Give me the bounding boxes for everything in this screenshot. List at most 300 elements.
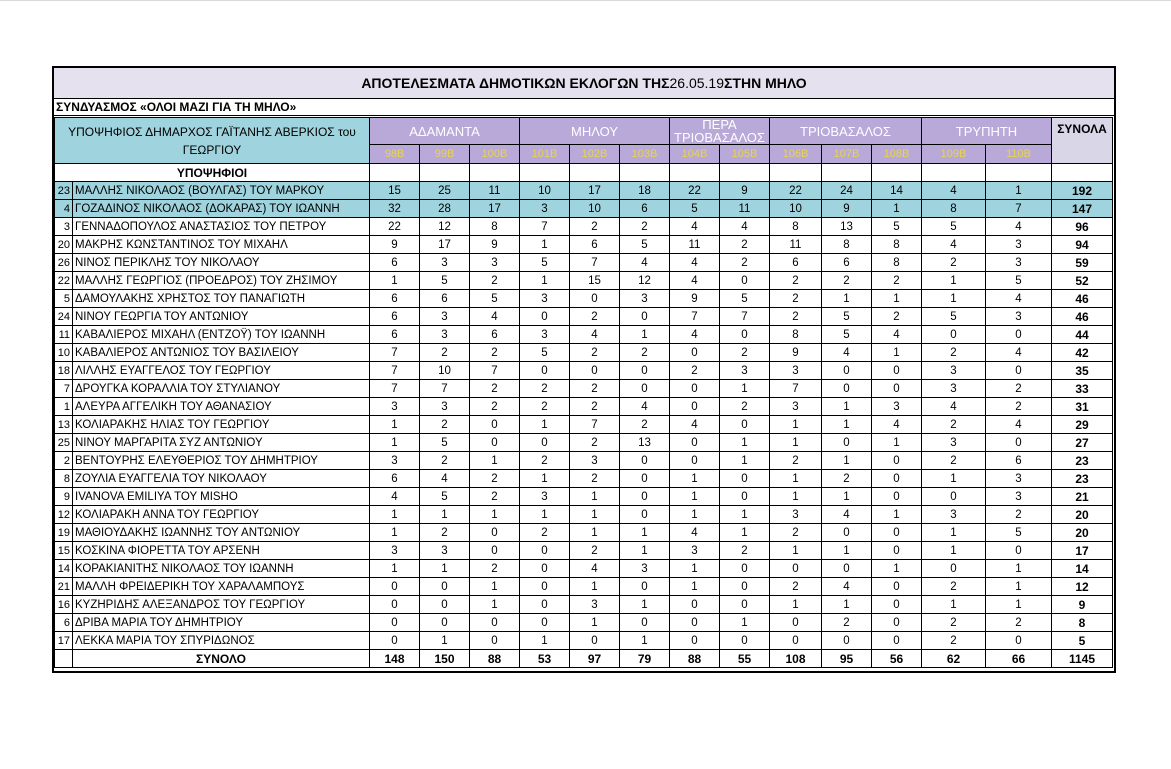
table-row xyxy=(55,236,1113,254)
vote-count: 1 xyxy=(520,470,570,488)
vote-count: 1 xyxy=(570,488,620,506)
vote-count: 0 xyxy=(872,614,922,632)
vote-count: 5 xyxy=(872,218,922,236)
grand-total: 1145 xyxy=(1052,650,1113,668)
empty-cell xyxy=(822,164,872,182)
vote-count: 6 xyxy=(370,290,420,308)
vote-count: 2 xyxy=(470,344,520,362)
station-header: 110Β xyxy=(986,145,1052,164)
vote-count: 2 xyxy=(420,344,470,362)
vote-count: 2 xyxy=(822,272,872,290)
table-row xyxy=(55,488,1113,506)
vote-count: 0 xyxy=(720,560,770,578)
vote-count: 3 xyxy=(620,560,670,578)
table-row xyxy=(55,182,1113,200)
vote-count: 6 xyxy=(620,200,670,218)
candidate-name: ΜΑΛΛΗΣ ΝΙΚΟΛΑΟΣ (ΒΟΥΛΓΑΣ) ΤΟΥ ΜΑΡΚΟΥ xyxy=(73,182,370,200)
vote-count: 8 xyxy=(770,218,822,236)
vote-count: 1 xyxy=(520,506,570,524)
candidate-name: ΚΟΛΙΑΡΑΚΗ ΑΝΝΑ ΤΟΥ ΓΕΩΡΓΙΟΥ xyxy=(73,506,370,524)
vote-count: 0 xyxy=(370,596,420,614)
vote-count: 4 xyxy=(872,326,922,344)
station-total: 79 xyxy=(620,650,670,668)
vote-count: 0 xyxy=(720,578,770,596)
candidate-name: ΚΑΒΑΛΙΕΡΟΣ ΑΝΤΩΝΙΟΣ ΤΟΥ ΒΑΣΙΛΕΙΟΥ xyxy=(73,344,370,362)
table-row xyxy=(55,308,1113,326)
vote-count: 0 xyxy=(720,596,770,614)
region-header-trypiti: ΤΡΥΠΗΤΗ xyxy=(922,118,1052,145)
totals-row-label: ΣΥΝΟΛΟ xyxy=(73,650,370,668)
vote-count: 2 xyxy=(520,380,570,398)
vote-count: 4 xyxy=(620,254,670,272)
vote-count: 0 xyxy=(720,470,770,488)
vote-count: 1 xyxy=(720,506,770,524)
empty-cell xyxy=(470,164,520,182)
vote-count: 0 xyxy=(620,380,670,398)
vote-count: 1 xyxy=(420,632,470,650)
vote-count: 3 xyxy=(370,452,420,470)
vote-count: 2 xyxy=(986,398,1052,416)
vote-count: 2 xyxy=(922,254,986,272)
results-sheet xyxy=(52,66,1116,673)
vote-count: 1 xyxy=(872,200,922,218)
vote-count: 0 xyxy=(720,488,770,506)
vote-count: 2 xyxy=(470,398,520,416)
vote-count: 10 xyxy=(420,362,470,380)
vote-count: 0 xyxy=(620,362,670,380)
vote-count: 2 xyxy=(720,236,770,254)
candidate-number: 23 xyxy=(55,182,73,200)
vote-count: 2 xyxy=(620,344,670,362)
station-header: 105Β xyxy=(720,145,770,164)
candidate-total: 20 xyxy=(1052,524,1113,542)
vote-count: 3 xyxy=(720,362,770,380)
candidate-number: 20 xyxy=(55,236,73,254)
vote-count: 5 xyxy=(720,290,770,308)
candidate-number: 2 xyxy=(55,452,73,470)
vote-count: 7 xyxy=(570,416,620,434)
table-row xyxy=(55,254,1113,272)
vote-count: 13 xyxy=(620,434,670,452)
vote-count: 1 xyxy=(872,560,922,578)
station-total: 56 xyxy=(872,650,922,668)
station-total: 66 xyxy=(986,650,1052,668)
candidate-number: 5 xyxy=(55,290,73,308)
vote-count: 4 xyxy=(420,470,470,488)
vote-count: 18 xyxy=(620,182,670,200)
vote-count: 1 xyxy=(370,506,420,524)
table-row xyxy=(55,524,1113,542)
vote-count: 1 xyxy=(670,560,720,578)
vote-count: 0 xyxy=(620,470,670,488)
vote-count: 4 xyxy=(922,398,986,416)
vote-count: 13 xyxy=(822,218,872,236)
vote-count: 3 xyxy=(670,542,720,560)
title-date: 26.05.19 xyxy=(669,75,724,91)
vote-count: 1 xyxy=(872,434,922,452)
candidate-total: 8 xyxy=(1052,614,1113,632)
vote-count: 5 xyxy=(420,434,470,452)
vote-count: 4 xyxy=(670,218,720,236)
vote-count: 1 xyxy=(770,542,822,560)
station-header: 101Β xyxy=(520,145,570,164)
table-row xyxy=(55,452,1113,470)
vote-count: 9 xyxy=(370,236,420,254)
vote-count: 4 xyxy=(822,506,872,524)
candidate-total: 14 xyxy=(1052,560,1113,578)
vote-count: 4 xyxy=(986,344,1052,362)
vote-count: 5 xyxy=(670,200,720,218)
vote-count: 1 xyxy=(720,524,770,542)
vote-count: 11 xyxy=(670,236,720,254)
vote-count: 5 xyxy=(822,308,872,326)
vote-count: 0 xyxy=(620,308,670,326)
vote-count: 4 xyxy=(986,218,1052,236)
vote-count: 17 xyxy=(420,236,470,254)
vote-count: 3 xyxy=(520,200,570,218)
vote-count: 0 xyxy=(670,434,720,452)
vote-count: 0 xyxy=(670,452,720,470)
candidate-number: 16 xyxy=(55,596,73,614)
candidate-total: 9 xyxy=(1052,596,1113,614)
vote-count: 1 xyxy=(720,380,770,398)
region-header-milou: ΜΗΛΟΥ xyxy=(520,118,670,145)
candidate-total: 23 xyxy=(1052,452,1113,470)
vote-count: 1 xyxy=(986,578,1052,596)
candidate-number: 14 xyxy=(55,560,73,578)
vote-count: 0 xyxy=(670,398,720,416)
vote-count: 0 xyxy=(520,308,570,326)
vote-count: 2 xyxy=(872,308,922,326)
vote-count: 1 xyxy=(720,434,770,452)
vote-count: 9 xyxy=(670,290,720,308)
vote-count: 0 xyxy=(420,614,470,632)
vote-count: 3 xyxy=(520,290,570,308)
vote-count: 2 xyxy=(620,218,670,236)
vote-count: 0 xyxy=(986,632,1052,650)
vote-count: 1 xyxy=(922,596,986,614)
vote-count: 3 xyxy=(922,380,986,398)
vote-count: 7 xyxy=(720,308,770,326)
vote-count: 2 xyxy=(770,272,822,290)
vote-count: 25 xyxy=(420,182,470,200)
table-row xyxy=(55,218,1113,236)
vote-count: 14 xyxy=(872,182,922,200)
sheet-title xyxy=(54,68,1114,99)
station-total: 55 xyxy=(720,650,770,668)
vote-count: 0 xyxy=(620,578,670,596)
candidate-name: ΛΙΛΛΗΣ ΕΥΑΓΓΕΛΟΣ ΤΟΥ ΓΕΩΡΓΙΟΥ xyxy=(73,362,370,380)
vote-count: 3 xyxy=(986,254,1052,272)
candidate-total: 46 xyxy=(1052,308,1113,326)
vote-count: 0 xyxy=(986,434,1052,452)
vote-count: 2 xyxy=(770,290,822,308)
station-total: 108 xyxy=(770,650,822,668)
vote-count: 1 xyxy=(770,416,822,434)
candidate-total: 33 xyxy=(1052,380,1113,398)
vote-count: 0 xyxy=(872,362,922,380)
vote-count: 7 xyxy=(520,218,570,236)
vote-count: 6 xyxy=(470,326,520,344)
vote-count: 11 xyxy=(470,182,520,200)
empty-cell xyxy=(520,164,570,182)
vote-count: 5 xyxy=(922,308,986,326)
totals-row xyxy=(55,650,1113,668)
station-header: 102Β xyxy=(570,145,620,164)
vote-count: 5 xyxy=(620,236,670,254)
candidate-total: 23 xyxy=(1052,470,1113,488)
vote-count: 2 xyxy=(620,416,670,434)
vote-count: 3 xyxy=(470,254,520,272)
candidate-number: 11 xyxy=(55,326,73,344)
vote-count: 3 xyxy=(770,362,822,380)
station-header: 104Β xyxy=(670,145,720,164)
coalition-subtitle: ΣΥΝΔΥΑΣΜΟΣ «ΟΛΟΙ ΜΑΖΙ ΓΙΑ ΤΗ ΜΗΛΟ» xyxy=(54,99,1114,116)
vote-count: 2 xyxy=(470,488,520,506)
vote-count: 2 xyxy=(822,614,872,632)
vote-count: 2 xyxy=(670,362,720,380)
vote-count: 0 xyxy=(770,560,822,578)
candidate-total: 192 xyxy=(1052,182,1113,200)
vote-count: 2 xyxy=(720,344,770,362)
vote-count: 15 xyxy=(570,272,620,290)
vote-count: 5 xyxy=(520,344,570,362)
vote-count: 6 xyxy=(770,254,822,272)
vote-count: 0 xyxy=(720,326,770,344)
station-total: 95 xyxy=(822,650,872,668)
station-header: 108Β xyxy=(872,145,922,164)
vote-count: 1 xyxy=(922,470,986,488)
totals-column-header: ΣΥΝΟΛΑ xyxy=(1052,118,1113,164)
candidate-name: ΜΑΛΛΗΣ ΓΕΩΡΓΙΟΣ (ΠΡΟΕΔΡΟΣ) ΤΟΥ ΖΗΣΙΜΟΥ xyxy=(73,272,370,290)
candidate-name: ΝΙΝΟΣ ΠΕΡΙΚΛΗΣ ΤΟΥ ΝΙΚΟΛΑΟΥ xyxy=(73,254,370,272)
vote-count: 22 xyxy=(770,182,822,200)
region-header-adamanta: ΑΔΑΜΑΝΤΑ xyxy=(370,118,520,145)
vote-count: 8 xyxy=(872,236,922,254)
vote-count: 1 xyxy=(822,398,872,416)
table-row xyxy=(55,434,1113,452)
vote-count: 4 xyxy=(670,272,720,290)
candidate-number: 17 xyxy=(55,632,73,650)
vote-count: 2 xyxy=(570,344,620,362)
vote-count: 8 xyxy=(470,218,520,236)
vote-count: 6 xyxy=(986,452,1052,470)
vote-count: 3 xyxy=(922,362,986,380)
vote-count: 0 xyxy=(770,614,822,632)
vote-count: 1 xyxy=(770,470,822,488)
candidate-name: ΒΕΝΤΟΥΡΗΣ ΕΛΕΥΘΕΡΙΟΣ ΤΟΥ ΔΗΜΗΤΡΙΟΥ xyxy=(73,452,370,470)
vote-count: 4 xyxy=(370,488,420,506)
vote-count: 0 xyxy=(720,632,770,650)
vote-count: 0 xyxy=(520,560,570,578)
vote-count: 0 xyxy=(620,488,670,506)
vote-count: 3 xyxy=(420,254,470,272)
candidate-number: 9 xyxy=(55,488,73,506)
vote-count: 0 xyxy=(822,362,872,380)
vote-count: 0 xyxy=(620,614,670,632)
candidate-total: 96 xyxy=(1052,218,1113,236)
vote-count: 0 xyxy=(470,614,520,632)
station-header: 109Β xyxy=(922,145,986,164)
vote-count: 22 xyxy=(370,218,420,236)
vote-count: 1 xyxy=(620,632,670,650)
vote-count: 0 xyxy=(370,578,420,596)
vote-count: 0 xyxy=(670,344,720,362)
vote-count: 4 xyxy=(922,236,986,254)
candidate-total: 94 xyxy=(1052,236,1113,254)
vote-count: 3 xyxy=(922,506,986,524)
vote-count: 3 xyxy=(872,398,922,416)
candidate-number: 22 xyxy=(55,272,73,290)
candidate-number: 7 xyxy=(55,380,73,398)
vote-count: 1 xyxy=(720,614,770,632)
table-row xyxy=(55,380,1113,398)
vote-count: 1 xyxy=(370,524,420,542)
vote-count: 2 xyxy=(570,434,620,452)
vote-count: 4 xyxy=(620,398,670,416)
vote-count: 0 xyxy=(822,560,872,578)
vote-count: 12 xyxy=(420,218,470,236)
vote-count: 4 xyxy=(720,218,770,236)
table-row xyxy=(55,596,1113,614)
vote-count: 1 xyxy=(570,614,620,632)
candidate-total: 46 xyxy=(1052,290,1113,308)
vote-count: 2 xyxy=(570,308,620,326)
candidate-name: ΔΡΟΥΓΚΑ ΚΟΡΑΛΛΙΑ ΤΟΥ ΣΤΥΛΙΑΝΟΥ xyxy=(73,380,370,398)
vote-count: 1 xyxy=(620,326,670,344)
station-header: 100Β xyxy=(470,145,520,164)
table-row xyxy=(55,578,1113,596)
station-header: 98Β xyxy=(370,145,420,164)
station-total: 88 xyxy=(470,650,520,668)
vote-count: 0 xyxy=(520,596,570,614)
vote-count: 2 xyxy=(922,614,986,632)
vote-count: 2 xyxy=(720,254,770,272)
vote-count: 0 xyxy=(370,614,420,632)
vote-count: 1 xyxy=(470,506,520,524)
vote-count: 1 xyxy=(420,560,470,578)
vote-count: 8 xyxy=(770,326,822,344)
vote-count: 6 xyxy=(370,254,420,272)
candidate-number: 1 xyxy=(55,398,73,416)
candidate-number: 15 xyxy=(55,542,73,560)
vote-count: 0 xyxy=(822,524,872,542)
candidate-number: 26 xyxy=(55,254,73,272)
vote-count: 1 xyxy=(620,524,670,542)
candidate-total: 21 xyxy=(1052,488,1113,506)
vote-count: 0 xyxy=(922,488,986,506)
vote-count: 3 xyxy=(922,434,986,452)
vote-count: 3 xyxy=(420,326,470,344)
candidate-total: 59 xyxy=(1052,254,1113,272)
vote-count: 1 xyxy=(670,488,720,506)
vote-count: 10 xyxy=(770,200,822,218)
vote-count: 4 xyxy=(670,524,720,542)
candidate-total: 31 xyxy=(1052,398,1113,416)
candidate-number: 25 xyxy=(55,434,73,452)
vote-count: 2 xyxy=(986,380,1052,398)
candidate-name: ΜΑΚΡΗΣ ΚΩΝΣΤΑΝΤΙΝΟΣ ΤΟΥ ΜΙΧΑΗΛ xyxy=(73,236,370,254)
vote-count: 4 xyxy=(670,254,720,272)
vote-count: 0 xyxy=(570,362,620,380)
vote-count: 6 xyxy=(370,326,420,344)
vote-count: 6 xyxy=(370,470,420,488)
vote-count: 0 xyxy=(470,416,520,434)
candidate-name: ΓΕΝΝΑΔΟΠΟΥΛΟΣ ΑΝΑΣΤΑΣΙΟΣ ΤΟΥ ΠΕΤΡΟΥ xyxy=(73,218,370,236)
vote-count: 1 xyxy=(822,488,872,506)
vote-count: 1 xyxy=(470,452,520,470)
candidate-total: 35 xyxy=(1052,362,1113,380)
candidate-name: ΝΙΝΟΥ ΜΑΡΓΑΡΙΤΑ ΣΥΖ ΑΝΤΩΝΙΟΥ xyxy=(73,434,370,452)
vote-count: 0 xyxy=(872,452,922,470)
vote-count: 4 xyxy=(922,182,986,200)
candidate-name: ΑΛΕΥΡΑ ΑΓΓΕΛΙΚΗ ΤΟΥ ΑΘΑΝΑΣΙΟΥ xyxy=(73,398,370,416)
empty-cell xyxy=(370,164,420,182)
empty-cell xyxy=(986,164,1052,182)
candidate-number: 6 xyxy=(55,614,73,632)
vote-count: 4 xyxy=(822,344,872,362)
empty-cell xyxy=(720,164,770,182)
vote-count: 32 xyxy=(370,200,420,218)
vote-count: 4 xyxy=(986,290,1052,308)
candidate-total: 17 xyxy=(1052,542,1113,560)
vote-count: 2 xyxy=(570,218,620,236)
vote-count: 2 xyxy=(770,308,822,326)
candidate-number: 10 xyxy=(55,344,73,362)
vote-count: 7 xyxy=(370,380,420,398)
vote-count: 1 xyxy=(922,524,986,542)
vote-count: 0 xyxy=(620,452,670,470)
vote-count: 2 xyxy=(770,524,822,542)
vote-count: 3 xyxy=(420,542,470,560)
vote-count: 9 xyxy=(720,182,770,200)
vote-count: 17 xyxy=(570,182,620,200)
candidate-name: ΛΕΚΚΑ ΜΑΡΙΑ ΤΟΥ ΣΠΥΡΙΔΩΝΟΣ xyxy=(73,632,370,650)
vote-count: 0 xyxy=(620,506,670,524)
table-row xyxy=(55,632,1113,650)
vote-count: 3 xyxy=(520,326,570,344)
station-total: 148 xyxy=(370,650,420,668)
candidate-total: 52 xyxy=(1052,272,1113,290)
title-text-after: ΣΤΗΝ ΜΗΛΟ xyxy=(724,75,807,91)
candidate-name: ΚΟΛΙΑΡΑΚΗΣ ΗΛΙΑΣ ΤΟΥ ΓΕΩΡΓΙΟΥ xyxy=(73,416,370,434)
vote-count: 0 xyxy=(520,434,570,452)
vote-count: 8 xyxy=(922,200,986,218)
vote-count: 0 xyxy=(520,362,570,380)
vote-count: 2 xyxy=(770,452,822,470)
vote-count: 0 xyxy=(470,542,520,560)
vote-count: 3 xyxy=(520,488,570,506)
table-row xyxy=(55,398,1113,416)
vote-count: 0 xyxy=(770,632,822,650)
vote-count: 0 xyxy=(670,632,720,650)
vote-count: 1 xyxy=(470,596,520,614)
vote-count: 1 xyxy=(570,578,620,596)
empty-cell xyxy=(1052,164,1113,182)
station-total: 62 xyxy=(922,650,986,668)
vote-count: 2 xyxy=(470,560,520,578)
vote-count: 8 xyxy=(822,236,872,254)
vote-count: 3 xyxy=(420,308,470,326)
vote-count: 0 xyxy=(822,434,872,452)
vote-count: 1 xyxy=(922,542,986,560)
station-total: 97 xyxy=(570,650,620,668)
candidate-name: ΚΟΣΚΙΝΑ ΦΙΟΡΕΤΤΑ ΤΟΥ ΑΡΣΕΝΗ xyxy=(73,542,370,560)
table-row xyxy=(55,200,1113,218)
candidate-number: 24 xyxy=(55,308,73,326)
vote-count: 2 xyxy=(420,452,470,470)
vote-count: 1 xyxy=(370,272,420,290)
